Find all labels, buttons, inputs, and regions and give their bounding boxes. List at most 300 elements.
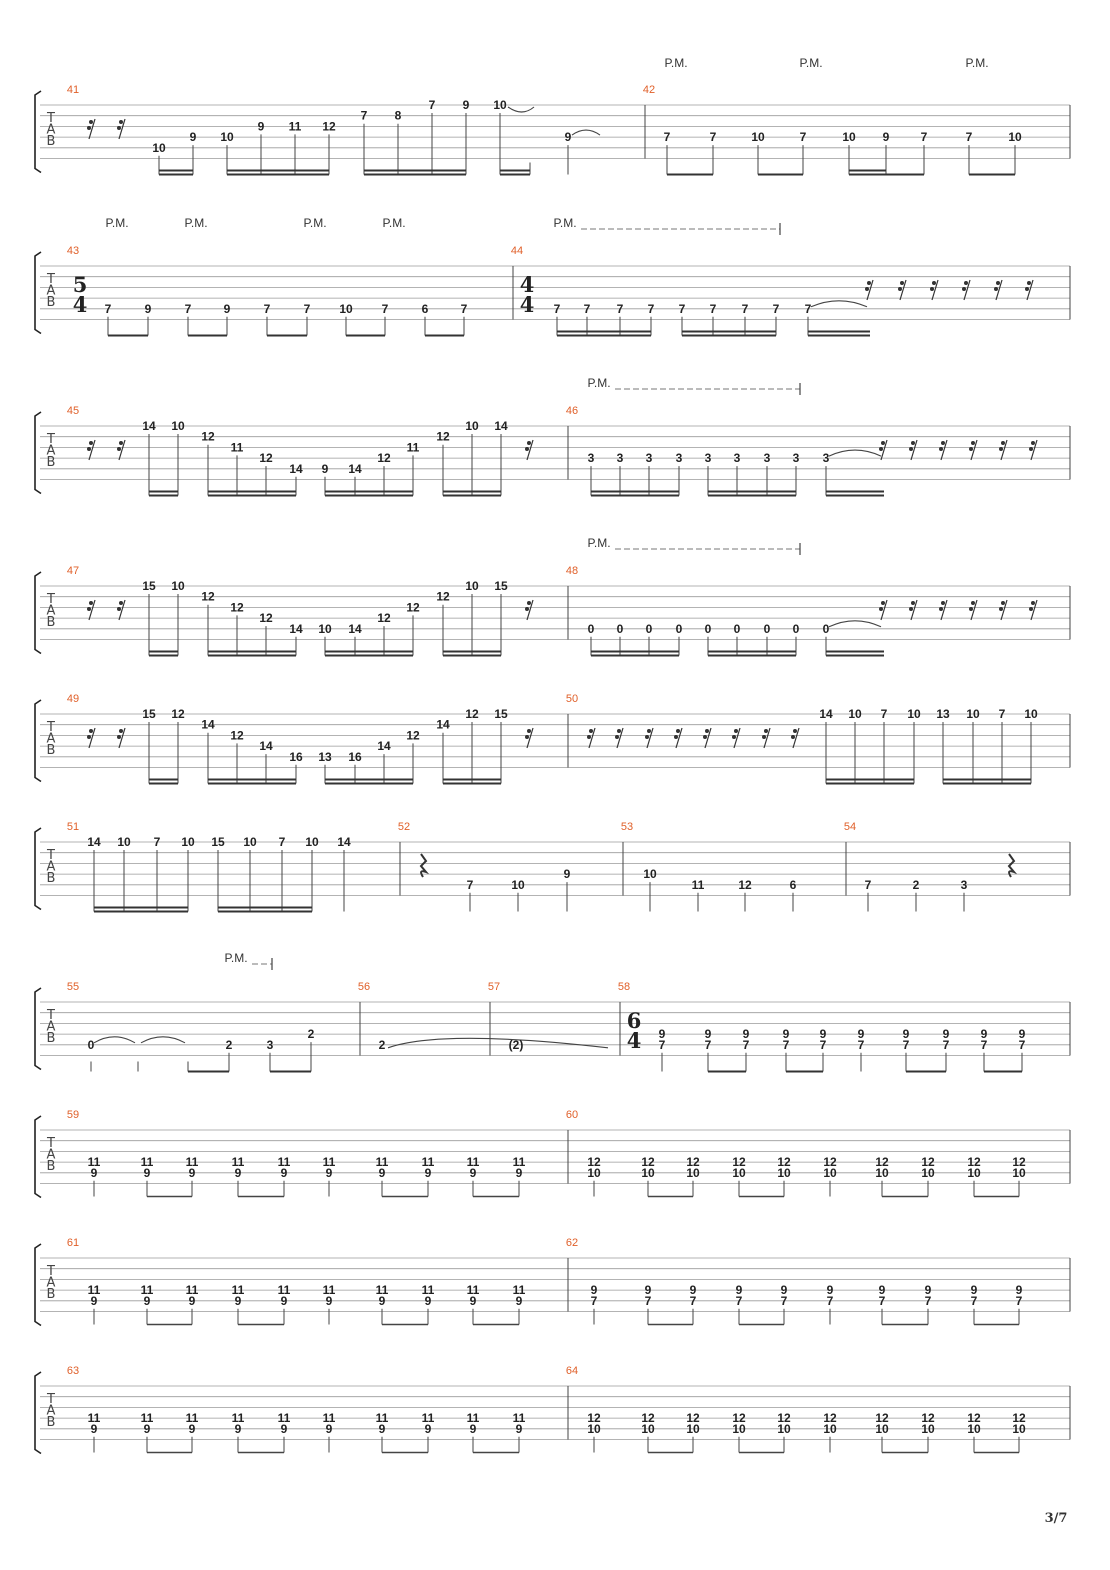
fret-number: 10 [848,707,862,721]
fret-number: 9 [878,1283,886,1298]
fret-number: 9 [143,1293,151,1308]
tab-clef-letter: A [46,1147,56,1163]
fret-number: 10 [1024,707,1038,721]
sixteenth-rest [909,440,917,460]
fret-number: 11 [322,1283,336,1298]
fret-number: 10 [966,707,980,721]
sixteenth-rest [879,600,887,620]
fret-number: 10 [181,835,195,849]
fret-number: 9 [469,1421,477,1436]
fret-number: 13 [318,749,332,764]
fret-number: 12 [230,728,244,743]
fret-number: 9 [704,1027,712,1042]
fret-number: 12 [686,1411,700,1426]
fret-number: 9 [742,1027,750,1042]
fret-number: 7 [804,301,812,316]
fret-number: 12 [259,451,273,466]
tab-clef-letter: T [47,720,55,735]
sixteenth-rest [865,280,873,300]
fret-number: 11 [87,1283,101,1298]
sixteenth-rest [87,119,95,139]
fret-number: 0 [645,621,653,636]
fret-number: 0 [763,621,771,636]
fret-number: 15 [494,579,508,593]
fret-number: 10 [220,130,234,145]
fret-number: 12 [732,1155,746,1170]
tab-clef-letter: T [47,1264,55,1279]
tab-clef-letter: B [46,871,56,886]
fret-number: 0 [822,621,830,636]
sixteenth-rest [703,728,711,748]
sixteenth-rest [762,728,770,748]
fret-number: 11 [322,1155,336,1170]
fret-number: 12 [967,1155,981,1170]
fret-number: 12 [377,451,391,466]
fret-number: 9 [280,1165,288,1180]
fret-number: 9 [280,1293,288,1308]
fret-number: 11 [231,1155,245,1170]
fret-number: 14 [289,461,303,476]
fret-number: 10 [641,1165,655,1180]
quarter-rest [421,854,426,877]
fret-number: 9 [658,1027,666,1042]
fret-number: 7 [553,301,561,316]
tab-clef-letter: B [46,134,56,149]
tab-clef-letter: A [46,859,56,875]
system-bracket [35,1244,41,1326]
sixteenth-rest [939,440,947,460]
sixteenth-rest [525,728,533,748]
fret-number: 10 [777,1165,791,1180]
fret-number: 12 [436,589,450,604]
fret-number: 10 [777,1421,791,1436]
fret-number: 11 [140,1283,154,1298]
palm-mute-label: P.M. [587,536,611,550]
staff-system [35,543,1070,656]
tab-clef-letter: B [46,615,56,630]
fret-number: 11 [288,119,302,134]
fret-number: 12 [641,1155,655,1170]
fret-number: 9 [424,1293,432,1308]
tie [141,1037,185,1043]
tab-clef-letter: T [47,592,55,607]
page-number: 3/7 [1044,1511,1068,1526]
fret-number: 12 [171,707,185,721]
fret-number: 11 [87,1155,101,1170]
measure-number: 60 [565,1109,579,1121]
tab-clef-letter: B [46,743,56,758]
fret-number: 9 [980,1027,988,1042]
fret-number: 9 [321,461,329,476]
fret-number: 7 [782,1037,790,1052]
fret-number: 10 [641,1421,655,1436]
fret-number: 11 [466,1155,480,1170]
fret-number: 10 [339,301,353,316]
fret-number: 7 [303,301,311,316]
fret-number: 11 [512,1411,526,1426]
fret-number: 10 [842,130,856,145]
fret-number: 9 [780,1283,788,1298]
time-signature-bottom: 4 [626,1028,642,1053]
fret-number: 0 [792,621,800,636]
fret-number: 12 [465,707,479,721]
sixteenth-rest [117,440,125,460]
tie [829,450,881,456]
fret-number: 7 [709,301,717,316]
fret-number: 9 [882,130,890,145]
fret-number: 14 [289,621,303,636]
palm-mute-label: P.M. [382,216,406,230]
fret-number: 10 [117,835,131,849]
system-bracket [35,252,41,334]
fret-number: 15 [494,707,508,721]
fret-number: 11 [277,1155,291,1170]
sixteenth-rest [962,280,970,300]
staff-system [35,958,1070,1072]
fret-number: 7 [920,130,928,145]
measure-number: 59 [66,1109,80,1121]
fret-number: 3 [733,451,741,466]
fret-number: 16 [289,749,303,764]
fret-number: 14 [87,835,101,849]
tab-clef-letter: B [46,295,56,310]
tie [829,621,881,627]
fret-number: 7 [742,1037,750,1052]
fret-number: 9 [1015,1283,1023,1298]
fret-number: 9 [1018,1027,1026,1042]
fret-number: 11 [421,1283,435,1298]
tab-clef-letter: T [47,432,55,447]
fret-number: 9 [188,1165,196,1180]
fret-number: 9 [188,1421,196,1436]
fret-number: 10 [465,579,479,593]
fret-number: 15 [142,707,156,721]
palm-mute-label: P.M. [224,951,248,965]
measure-number: 43 [66,245,80,257]
fret-number: 9 [234,1293,242,1308]
fret-number: 7 [857,1037,865,1052]
fret-number: 12 [641,1411,655,1426]
fret-number: 11 [375,1411,389,1426]
fret-number: 10 [152,140,166,155]
fret-number: 9 [280,1421,288,1436]
tab-clef-letter: A [46,283,56,299]
fret-number: 9 [782,1027,790,1042]
fret-number: 9 [515,1293,523,1308]
measure-number: 57 [487,981,501,993]
fret-number: 11 [406,440,420,455]
measure-number: 48 [565,565,579,577]
fret-number: 9 [257,119,265,134]
fret-number: 10 [305,835,319,849]
sixteenth-rest [117,728,125,748]
tab-clef-letter: A [46,731,56,747]
sixteenth-rest [87,728,95,748]
fret-number: 7 [709,130,717,145]
fret-number: 9 [234,1421,242,1436]
fret-number: 6 [421,301,429,316]
fret-number: 15 [142,579,156,593]
sixteenth-rest [1025,280,1033,300]
fret-number: 9 [826,1283,834,1298]
fret-number: 7 [428,98,436,112]
fret-number: 7 [826,1293,834,1308]
fret-number: 10 [732,1165,746,1180]
fret-number: 10 [318,621,332,636]
fret-number: 11 [231,1283,245,1298]
measure-number: 41 [66,84,80,96]
fret-number: 10 [587,1165,601,1180]
fret-number: 10 [751,130,765,145]
fret-number: 10 [511,877,525,892]
fret-number: 2 [378,1037,386,1052]
fret-number: 10 [1012,1165,1026,1180]
fret-number: 9 [563,867,571,882]
measure-number: 45 [66,405,80,417]
fret-number: 9 [689,1283,697,1298]
fret-number: 9 [188,1293,196,1308]
sixteenth-rest [117,119,125,139]
fret-number: 7 [880,707,888,721]
fret-number: 2 [307,1027,315,1042]
fret-number: 9 [644,1283,652,1298]
fret-number: 13 [936,707,950,721]
fret-number: 10 [243,835,257,849]
tab-clef-letter: A [46,1275,56,1291]
fret-number: 12 [322,119,336,134]
fret-number: 11 [140,1155,154,1170]
fret-number: 10 [875,1165,889,1180]
fret-number: 11 [87,1411,101,1426]
fret-number: 3 [616,451,624,466]
fret-number: 6 [789,877,797,892]
palm-mute-label: P.M. [553,216,577,230]
fret-number: 11 [185,1155,199,1170]
staff-system [35,223,1070,336]
sixteenth-rest [87,600,95,620]
fret-number: 12 [587,1411,601,1426]
fret-number: 11 [231,1411,245,1426]
system-bracket [35,700,41,782]
tab-clef-letter: B [46,1159,56,1174]
fret-number: 11 [185,1411,199,1426]
fret-number: 7 [780,1293,788,1308]
quarter-rest [1009,854,1014,877]
fret-number: 7 [104,301,112,316]
fret-number: 11 [421,1155,435,1170]
palm-mute-label: P.M. [799,56,823,70]
fret-number: 9 [325,1421,333,1436]
sixteenth-rest [525,440,533,460]
fret-number: 12 [1012,1155,1026,1170]
staff-system [35,383,1070,496]
sixteenth-rest [732,728,740,748]
fret-number: 7 [772,301,780,316]
tab-clef-letter: A [46,1403,56,1419]
fret-number: 14 [201,717,215,732]
fret-number: 7 [381,301,389,316]
fret-number: 11 [230,440,244,455]
fret-number: 7 [590,1293,598,1308]
fret-number: 10 [171,419,185,433]
fret-number: 7 [658,1037,666,1052]
measure-number: 58 [617,981,631,993]
fret-number: 9 [902,1027,910,1042]
measure-number: 64 [565,1365,579,1377]
tab-clef-letter: T [47,848,55,863]
fret-number: 10 [907,707,921,721]
fret-number: 3 [960,877,968,892]
fret-number: 9 [234,1165,242,1180]
tab-clef-letter: B [46,455,56,470]
sixteenth-rest [909,600,917,620]
fret-number: 12 [230,600,244,615]
system-bracket [35,412,41,494]
sixteenth-rest [898,280,906,300]
measure-number: 46 [565,405,579,417]
fret-number: 12 [823,1411,837,1426]
sixteenth-rest [615,728,623,748]
fret-number: 10 [493,98,507,112]
fret-number: 3 [792,451,800,466]
sixteenth-rest [969,440,977,460]
fret-number: 11 [466,1411,480,1426]
measure-number: 51 [66,821,80,833]
fret-number: 9 [970,1283,978,1298]
fret-number: 12 [921,1411,935,1426]
sixteenth-rest [1029,440,1037,460]
fret-number: 11 [512,1283,526,1298]
fret-number: 9 [90,1421,98,1436]
palm-mute-label: P.M. [105,216,129,230]
fret-number: 0 [587,621,595,636]
tie [94,1037,135,1043]
fret-number: 12 [732,1411,746,1426]
measure-number: 44 [510,245,524,257]
fret-number: 3 [704,451,712,466]
measure-number: 55 [66,981,80,993]
measure-number: 53 [620,821,634,833]
fret-number: (2) [508,1037,524,1052]
sixteenth-rest [1029,600,1037,620]
fret-number: 11 [277,1411,291,1426]
fret-number: 10 [1008,130,1022,145]
fret-number: 12 [686,1155,700,1170]
fret-number: 7 [644,1293,652,1308]
fret-number: 9 [590,1283,598,1298]
fret-number: 9 [515,1421,523,1436]
fret-number: 10 [823,1421,837,1436]
fret-number: 9 [857,1027,865,1042]
fret-number: 14 [377,739,391,754]
fret-number: 7 [153,835,161,849]
fret-number: 9 [143,1421,151,1436]
fret-number: 10 [686,1165,700,1180]
fret-number: 14 [348,461,362,476]
fret-number: 7 [184,301,192,316]
sixteenth-rest [930,280,938,300]
fret-number: 11 [185,1283,199,1298]
fret-number: 10 [921,1165,935,1180]
system-bracket [35,572,41,654]
tab-clef-letter: B [46,1031,56,1046]
sixteenth-rest [645,728,653,748]
fret-number: 12 [377,611,391,626]
measure-number: 62 [565,1237,579,1249]
measure-number: 47 [66,565,80,577]
fret-number: 12 [738,877,752,892]
fret-number: 8 [394,108,402,123]
fret-number: 9 [223,301,231,316]
measure-number: 61 [66,1237,80,1249]
fret-number: 7 [360,108,368,123]
tab-clef-letter: B [46,1287,56,1302]
sixteenth-rest [117,600,125,620]
time-signature-bottom: 4 [519,292,535,317]
tie [508,107,534,112]
palm-mute-label: P.M. [664,56,688,70]
fret-number: 0 [733,621,741,636]
fret-number: 11 [140,1411,154,1426]
sixteenth-rest [999,440,1007,460]
fret-number: 10 [171,579,185,593]
fret-number: 7 [689,1293,697,1308]
fret-number: 7 [647,301,655,316]
fret-number: 10 [967,1421,981,1436]
fret-number: 12 [967,1411,981,1426]
system-bracket [35,828,41,910]
fret-number: 7 [965,130,973,145]
fret-number: 7 [616,301,624,316]
fret-number: 9 [735,1283,743,1298]
fret-number: 9 [143,1165,151,1180]
fret-number: 7 [278,835,286,849]
fret-number: 12 [201,429,215,444]
fret-number: 14 [259,739,273,754]
fret-number: 9 [378,1293,386,1308]
fret-number: 10 [967,1165,981,1180]
measure-number: 56 [357,981,371,993]
fret-number: 10 [875,1421,889,1436]
fret-number: 7 [741,301,749,316]
fret-number: 9 [469,1165,477,1180]
fret-number: 9 [90,1165,98,1180]
tab-clef-letter: T [47,1392,55,1407]
tab-clef-letter: A [46,122,56,138]
fret-number: 9 [564,130,572,145]
fret-number: 7 [704,1037,712,1052]
tab-clef-letter: T [47,1008,55,1023]
fret-number: 9 [90,1293,98,1308]
fret-number: 3 [675,451,683,466]
measure-number: 42 [642,84,656,96]
sixteenth-rest [525,600,533,620]
fret-number: 11 [375,1155,389,1170]
fret-number: 7 [583,301,591,316]
fret-number: 12 [875,1155,889,1170]
fret-number: 3 [266,1037,274,1052]
fret-number: 0 [675,621,683,636]
palm-mute-label: P.M. [303,216,327,230]
system-bracket [35,1116,41,1198]
sixteenth-rest [791,728,799,748]
time-signature-top: 5 [72,272,88,297]
fret-number: 10 [465,419,479,433]
system-bracket [35,91,41,173]
sixteenth-rest [587,728,595,748]
fret-number: 12 [436,429,450,444]
fret-number: 9 [325,1165,333,1180]
